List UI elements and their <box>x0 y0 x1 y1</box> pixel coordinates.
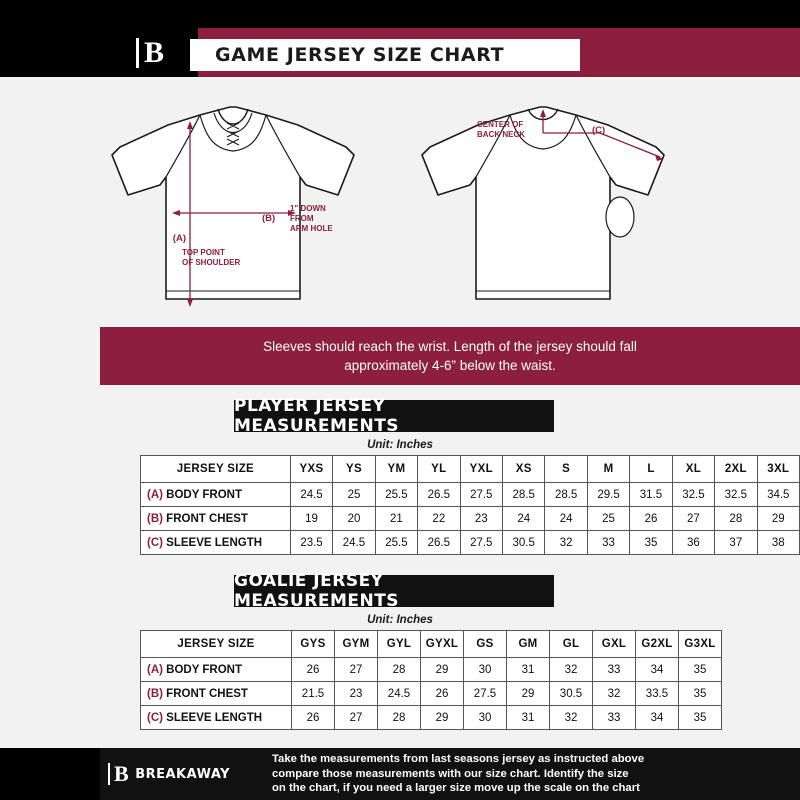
goalie-col-5: GM <box>507 631 550 658</box>
player-row-0-tag: (A) <box>147 488 163 501</box>
player-r0-c9: 32.5 <box>672 483 714 507</box>
goalie-corner-label: JERSEY SIZE <box>141 631 292 658</box>
player-col-1: YS <box>333 456 375 483</box>
player-col-3: YL <box>418 456 460 483</box>
player-r0-c4: 27.5 <box>460 483 502 507</box>
player-r1-c0: 19 <box>290 507 333 531</box>
goalie-col-9: G3XL <box>679 631 722 658</box>
sleeve-note-line-1: Sleeves should reach the wrist. Length of the jersey should fall <box>263 339 637 354</box>
player-r1-c4: 23 <box>460 507 502 531</box>
player-row-2-name: SLEEVE LENGTH <box>166 536 263 549</box>
header <box>0 15 800 77</box>
player-r0-c11: 34.5 <box>757 483 799 507</box>
player-col-11: 3XL <box>757 456 799 483</box>
goalie-r0-c7: 33 <box>593 658 636 682</box>
player-r2-c5: 30.5 <box>503 531 545 555</box>
goalie-row-1-label <box>141 682 292 706</box>
table-row <box>141 507 800 531</box>
player-r1-c6: 24 <box>545 507 587 531</box>
player-r2-c3: 26.5 <box>418 531 460 555</box>
goalie-r2-c8: 34 <box>636 706 679 730</box>
table-row <box>141 706 722 730</box>
goalie-r2-c7: 33 <box>593 706 636 730</box>
table-header-row <box>141 631 722 658</box>
goalie-row-0-name: BODY FRONT <box>166 663 242 676</box>
player-col-8: L <box>630 456 672 483</box>
goalie-r1-c3: 26 <box>421 682 464 706</box>
player-r2-c2: 25.5 <box>375 531 417 555</box>
player-r2-c11: 38 <box>757 531 799 555</box>
player-row-0-label <box>141 483 291 507</box>
label-c: (C) <box>592 125 606 136</box>
player-r1-c10: 28 <box>715 507 757 531</box>
player-row-1-tag: (B) <box>147 512 163 525</box>
goalie-r2-c5: 31 <box>507 706 550 730</box>
goalie-section-title: GOALIE JERSEY MEASUREMENTS <box>234 575 554 607</box>
player-r1-c8: 26 <box>630 507 672 531</box>
footer-brand-word: BREAKAWAY <box>135 766 231 782</box>
player-r2-c7: 33 <box>587 531 629 555</box>
player-r0-c8: 31.5 <box>630 483 672 507</box>
player-r0-c3: 26.5 <box>418 483 460 507</box>
goalie-r1-c8: 33.5 <box>636 682 679 706</box>
goalie-col-7: GXL <box>593 631 636 658</box>
player-r1-c1: 20 <box>333 507 375 531</box>
label-b-note-3: ARM HOLE <box>290 224 333 233</box>
player-r2-c9: 36 <box>672 531 714 555</box>
player-r1-c5: 24 <box>503 507 545 531</box>
player-section-title: PLAYER JERSEY MEASUREMENTS <box>234 400 554 432</box>
player-col-6: S <box>545 456 587 483</box>
jersey-diagram-svg <box>0 77 800 327</box>
player-r1-c9: 27 <box>672 507 714 531</box>
player-row-0-name: BODY FRONT <box>166 488 242 501</box>
goalie-col-6: GL <box>550 631 593 658</box>
label-b-note-1: 1" DOWN <box>290 204 326 213</box>
player-r0-c6: 28.5 <box>545 483 587 507</box>
front-jersey-illustration <box>112 107 354 299</box>
label-a: (A) <box>172 233 186 244</box>
goalie-r0-c9: 35 <box>679 658 722 682</box>
goalie-r0-c6: 32 <box>550 658 593 682</box>
footer-line-1: Take the measurements from last seasons jersey as instructed above <box>272 753 645 766</box>
footer-left-block <box>0 748 100 800</box>
goalie-r0-c5: 31 <box>507 658 550 682</box>
goalie-r0-c2: 28 <box>378 658 421 682</box>
player-measurements-table <box>140 455 800 555</box>
goalie-r2-c6: 32 <box>550 706 593 730</box>
goalie-row-1-tag: (B) <box>147 687 163 700</box>
jersey-diagram <box>0 77 800 327</box>
footer-instructions <box>272 751 792 797</box>
goalie-r2-c4: 30 <box>464 706 507 730</box>
player-row-1-label <box>141 507 291 531</box>
player-r2-c1: 24.5 <box>333 531 375 555</box>
player-r0-c5: 28.5 <box>503 483 545 507</box>
label-a-note-1: TOP POINT <box>182 248 225 257</box>
goalie-row-1-name: FRONT CHEST <box>166 687 248 700</box>
goalie-col-3: GYXL <box>421 631 464 658</box>
goalie-r1-c5: 29 <box>507 682 550 706</box>
player-r2-c6: 32 <box>545 531 587 555</box>
player-col-2: YM <box>375 456 417 483</box>
goalie-col-1: GYM <box>335 631 378 658</box>
size-chart-sheet <box>0 15 800 795</box>
footer <box>0 748 800 800</box>
brand-logo <box>100 28 198 77</box>
goalie-r0-c3: 29 <box>421 658 464 682</box>
page-title: GAME JERSEY SIZE CHART <box>215 44 505 66</box>
footer-brand-mark: B <box>108 763 127 785</box>
goalie-r0-c4: 30 <box>464 658 507 682</box>
goalie-row-2-label <box>141 706 292 730</box>
player-r2-c8: 35 <box>630 531 672 555</box>
brand-logo-mark: B <box>136 38 162 68</box>
player-r0-c2: 25.5 <box>375 483 417 507</box>
back-jersey-illustration <box>422 107 664 299</box>
label-b-note-2: FROM <box>290 214 314 223</box>
goalie-row-0-tag: (A) <box>147 663 163 676</box>
player-r1-c3: 22 <box>418 507 460 531</box>
goalie-r0-c8: 34 <box>636 658 679 682</box>
player-col-5: XS <box>503 456 545 483</box>
goalie-col-4: GS <box>464 631 507 658</box>
goalie-measurements-table <box>140 630 722 730</box>
player-r0-c10: 32.5 <box>715 483 757 507</box>
goalie-r1-c7: 32 <box>593 682 636 706</box>
header-top-block <box>100 15 800 28</box>
goalie-row-2-tag: (C) <box>147 711 163 724</box>
player-r1-c11: 29 <box>757 507 799 531</box>
goalie-r1-c2: 24.5 <box>378 682 421 706</box>
player-row-1-name: FRONT CHEST <box>166 512 248 525</box>
goalie-r1-c6: 30.5 <box>550 682 593 706</box>
player-r1-c2: 21 <box>375 507 417 531</box>
footer-brand <box>100 748 270 800</box>
goalie-r2-c9: 35 <box>679 706 722 730</box>
goalie-row-2-name: SLEEVE LENGTH <box>166 711 263 724</box>
table-row <box>141 483 800 507</box>
sleeve-note-band <box>100 327 800 385</box>
player-col-10: 2XL <box>715 456 757 483</box>
player-r1-c7: 25 <box>587 507 629 531</box>
goalie-r0-c1: 27 <box>335 658 378 682</box>
player-unit-label: Unit: Inches <box>367 439 433 451</box>
label-c-note-1: CENTER OF <box>477 120 524 129</box>
table-row <box>141 658 722 682</box>
goalie-col-2: GYL <box>378 631 421 658</box>
goalie-row-0-label <box>141 658 292 682</box>
goalie-r1-c9: 35 <box>679 682 722 706</box>
goalie-r1-c1: 23 <box>335 682 378 706</box>
player-col-4: YXL <box>460 456 502 483</box>
goalie-r1-c4: 27.5 <box>464 682 507 706</box>
goalie-r2-c3: 29 <box>421 706 464 730</box>
goalie-r0-c0: 26 <box>292 658 335 682</box>
footer-line-2: compare those measurements with our size chart. Identify the size <box>272 767 629 780</box>
player-row-2-tag: (C) <box>147 536 163 549</box>
goalie-col-0: GYS <box>292 631 335 658</box>
player-r2-c0: 23.5 <box>290 531 333 555</box>
goalie-col-8: G2XL <box>636 631 679 658</box>
footer-line-3: on the chart, if you need a larger size move up the scale on the chart <box>272 782 640 795</box>
goalie-r2-c1: 27 <box>335 706 378 730</box>
player-col-9: XL <box>672 456 714 483</box>
header-left-block <box>0 15 100 77</box>
goalie-r2-c0: 26 <box>292 706 335 730</box>
header-title-box <box>190 39 580 71</box>
player-r2-c4: 27.5 <box>460 531 502 555</box>
table-row <box>141 682 722 706</box>
player-r0-c1: 25 <box>333 483 375 507</box>
player-r0-c0: 24.5 <box>290 483 333 507</box>
goalie-r2-c2: 28 <box>378 706 421 730</box>
table-row <box>141 531 800 555</box>
player-r0-c7: 29.5 <box>587 483 629 507</box>
player-col-7: M <box>587 456 629 483</box>
table-header-row <box>141 456 800 483</box>
label-a-note-2: OF SHOULDER <box>182 258 241 267</box>
player-corner-label: JERSEY SIZE <box>141 456 291 483</box>
player-row-2-label <box>141 531 291 555</box>
label-c-note-2: BACK NECK <box>477 130 525 139</box>
goalie-r1-c0: 21.5 <box>292 682 335 706</box>
player-col-0: YXS <box>290 456 333 483</box>
sleeve-note-line-2: approximately 4-6” below the waist. <box>344 358 556 373</box>
player-r2-c10: 37 <box>715 531 757 555</box>
label-b: (B) <box>262 213 276 224</box>
goalie-unit-label: Unit: Inches <box>367 614 433 626</box>
